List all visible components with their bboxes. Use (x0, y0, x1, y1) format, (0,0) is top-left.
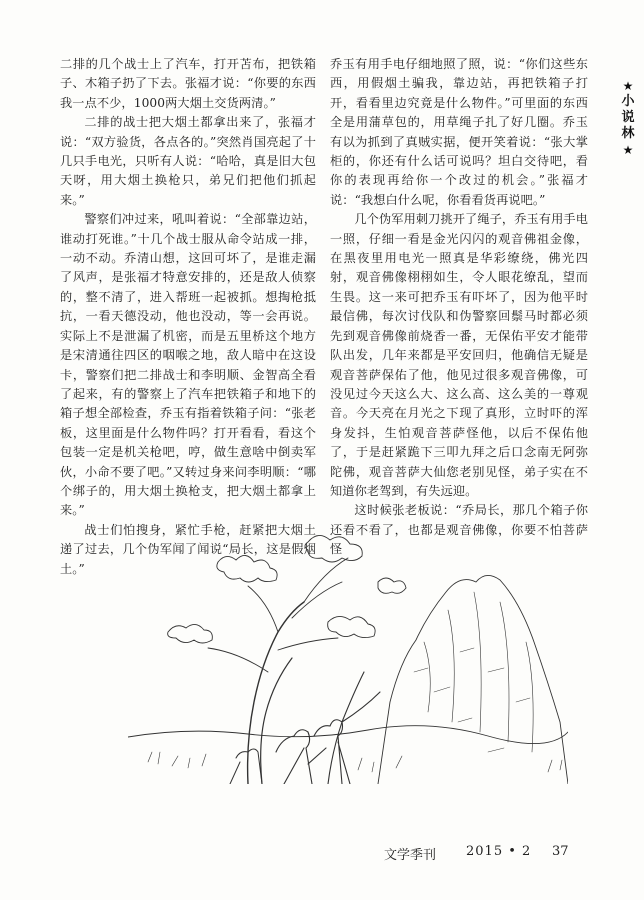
paragraph: 战士们怕搜身，紧忙手枪，赶紧把大烟土递了过去，几个伪军闻了闻说“局长，这是假烟土。” (60, 522, 316, 576)
star-icon: ★ (622, 79, 634, 93)
tree-trunk (248, 602, 304, 784)
issue-number: 2015 • 2 (466, 844, 532, 859)
cliff (378, 575, 568, 784)
paragraph: 二排的几个战士上了汽车，打开苫布，把铁箱子、木箱子扔了下去。张福才说：“你要的东西我一点不少，1000两大烟土交货两清。” (60, 57, 316, 110)
left-text-column (60, 55, 316, 579)
paragraph: 这时候张老板说：“乔局长，那几个箱子你还看不看了，也都是观音佛像，你要不怕菩萨怪 (330, 503, 588, 557)
magazine-name: 文学季刊 (384, 848, 437, 863)
soldier-figure (276, 730, 312, 784)
paragraph: 二排的战士把大烟土都拿出来了，张福才说：“双方验货，各点各的。”突然肖国亮起了十几只手电光，只听有人说：“哈哈，真是旧大包天呀，用大烟土换枪只，弟兄们把他们抓起来。” (60, 115, 316, 207)
section-tag-label: 小说林 (621, 94, 635, 141)
ink-illustration (128, 522, 568, 784)
ground-line (128, 726, 568, 744)
star-icon: ★ (622, 143, 634, 157)
paragraph: 警察们冲过来，吼叫着说：“全部靠边站，谁动打死谁。”十几个战士服从命令站成一排，一动不动。乔清山想，这回可坏了，是谁走漏了风声，是张福才特意安排的，还是敌人侦察的，整不清了，进入帮班一起被抓。想掏枪抵抗，一看天德没动，他也没动，等一会再说。实际上不是泄漏了机密，而是五里桥这个地方是宋清通往四区的咽喉之地，敌人暗中在这设卡，警察们把二排战士和李明顺、金智高全看了起来，有的警察上了汽车把铁箱子和地下的箱子想全部检查，乔玉有指着铁箱子问：“张老板，这里面是什么物件吗？打开看看，看这个包装一定是机关枪吧，哼，做生意啥中倒卖军伙，小命不要了吧。”又转过身来问李明顺：“哪个绑子的，用大烟土换枪支，把大烟土都拿上来。” (60, 212, 316, 518)
foliage (217, 555, 277, 582)
section-tag (620, 78, 636, 158)
right-text-column (330, 55, 588, 560)
paragraph: 几个伪军用刺刀挑开了绳子，乔玉有用手电一照，仔细一看是金光闪闪的观音佛祖金像，在黑夜里用电光一照真是华彩缭绕，佛光四射，观音佛像栩栩如生，令人眼花缭乱，望而生畏。这一来可把乔玉有吓坏了，因为他平时最信佛，每次讨伐队和伪警察回鬃马时都必须先到观音佛像前烧香一番，无保佑平安才能带队出发，几年来都是平安回归，他确信无疑是观音菩萨保佑了他，他见过很多观音佛像，可没见过今天这么大、这么高、这么美的一尊观音。今天亮在月光之下现了真形，立时吓的浑身发抖，生怕观音菩萨怪他，以后不保佑他了，于是赶紧跪下三叩九拜之后口念南无阿弥陀佛，观音菩萨大仙您老别见怪，弟子实在不知道你老驾到，有失远迎。 (330, 212, 588, 498)
paragraph: 乔玉有用手电仔细地照了照，说：“你们这些东西，用假烟土骗我，靠边站，再把铁箱子打开，看看里边究竟是什么物件。”可里面的东西全是用蒲草包的，用草绳子扎了好几圈。乔玉有以为抓到了真贼实据，便开笑着说：“张大掌柜的，你还有什么话可说吗？坦白交待吧，看你的表现再给你一个改过的机会。”张福才说：“我想白什么呢，你看看货再说吧。” (330, 57, 588, 207)
page-footer (0, 844, 644, 866)
page-number: 37 (552, 844, 569, 859)
